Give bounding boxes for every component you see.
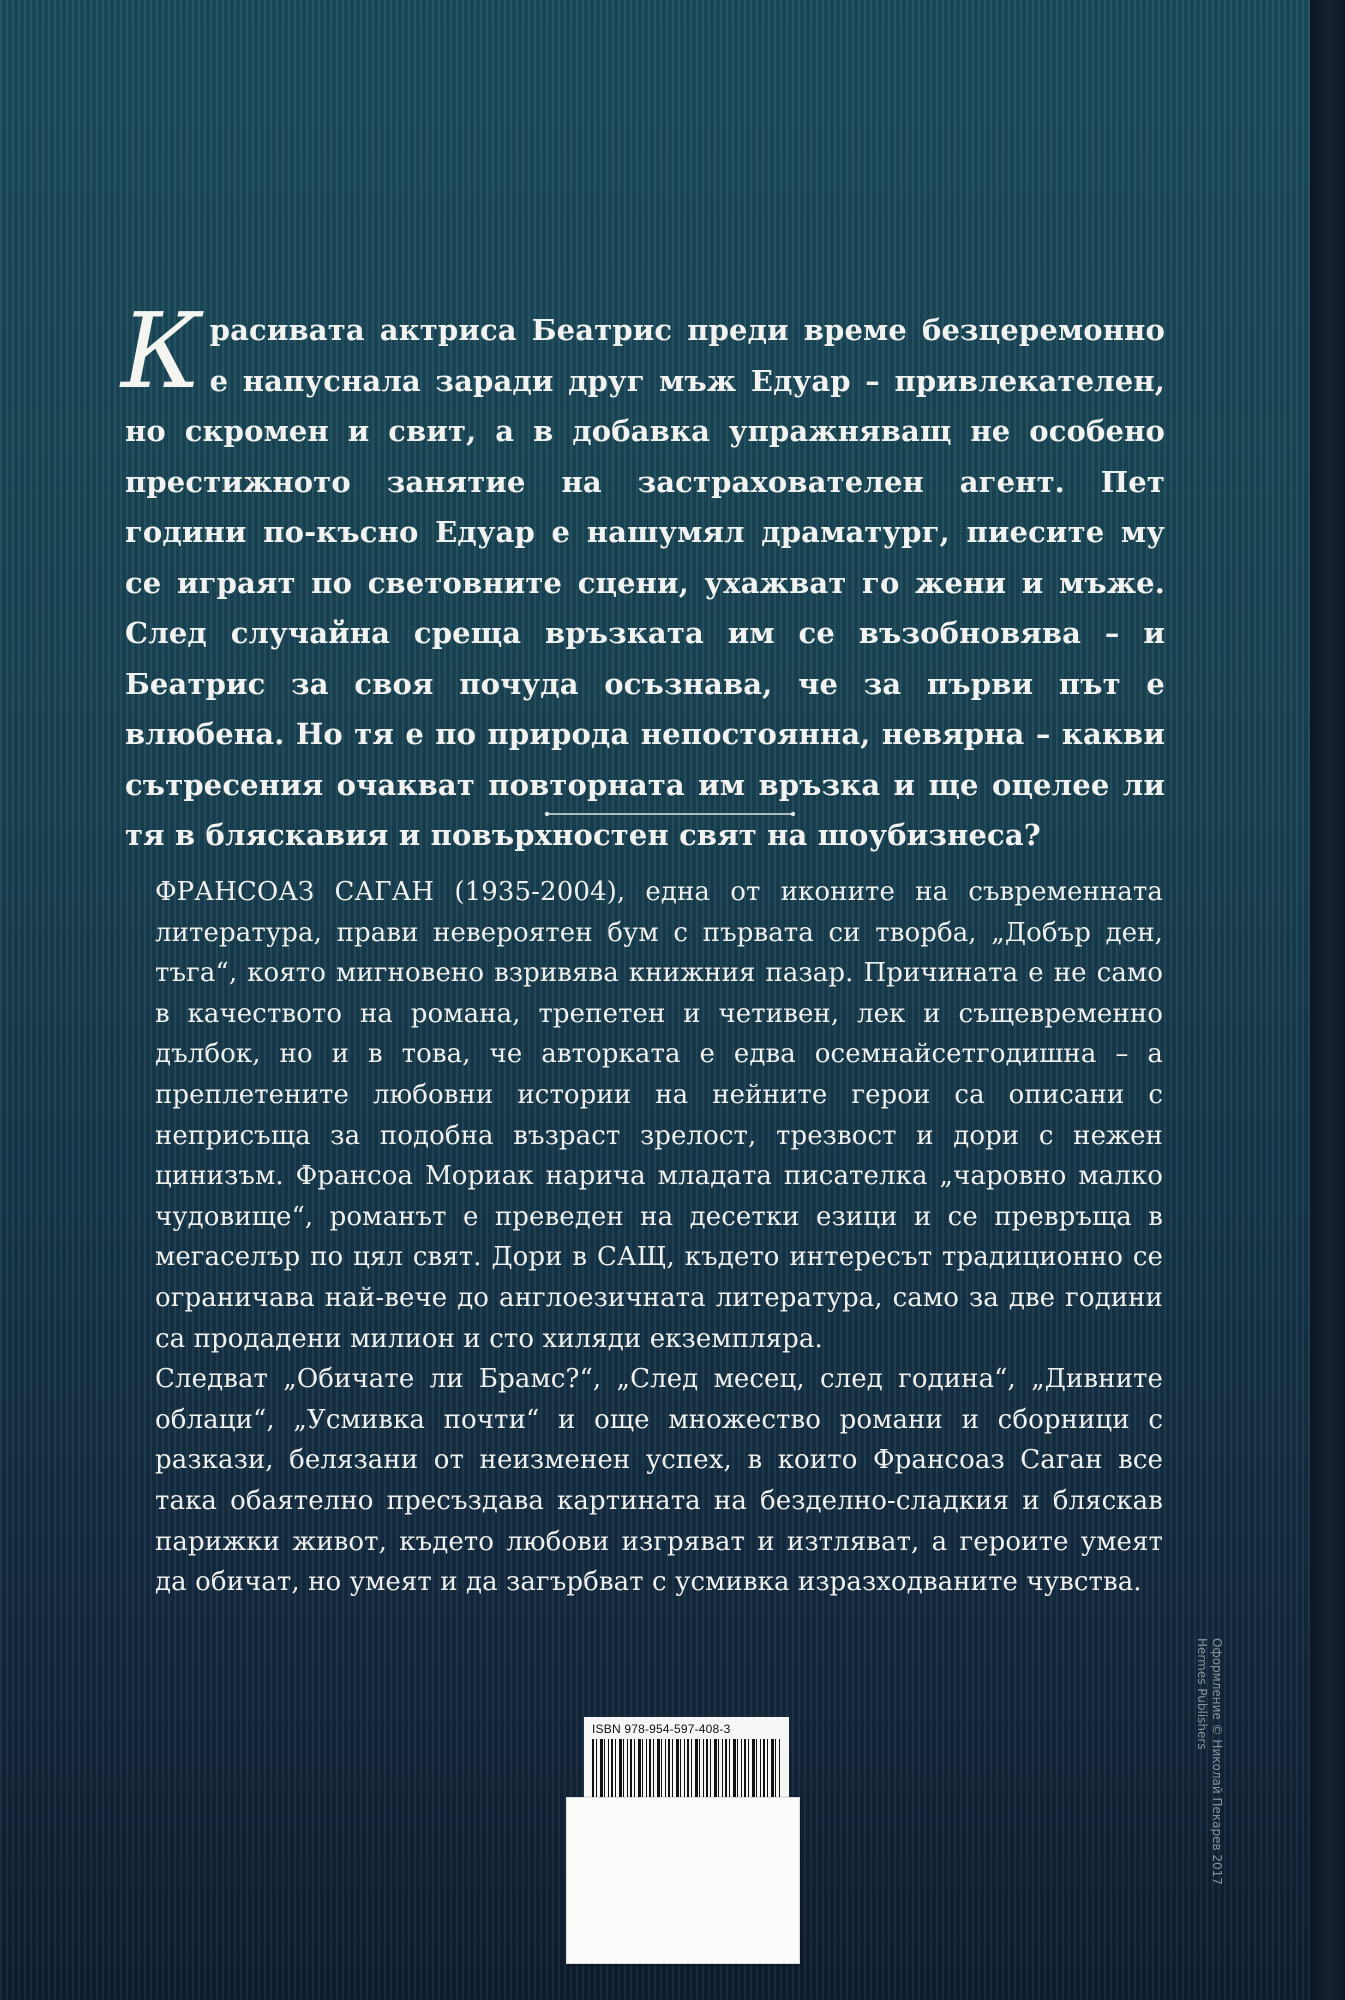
barcode (584, 1717, 789, 1807)
isbn-label: ISBN 978-954-597-408-3 (592, 1722, 731, 1736)
price-sticker (566, 1797, 800, 1964)
bio-paragraph-2: Следват „Обичате ли Брамс?“, „След месец, след година“, „Дивните облаци“, „Усмивка почти“ и още множество романи и сборници с разкази, белязани от неизменен успех, в които Франсоаз Саган все така обаятелно пресъздава картината на безделно-сладкия и бляскав парижки живот, където любови изгряват и изтляват, а героите умеят да обичат, но умеят и да загърбват с усмивка изразходваните чувства. (155, 1364, 1163, 1598)
blurb-text: расивата актриса Беатрис преди време безцеремонно е напуснала заради друг мъж Едуар – привлекателен, но скромен и свит, а в добавка упражняващ не особено престижното занятие на застрахователен агент. Пет години по-късно Едуар е нашумял драматург, пиесите му се играят по световните сцени, ухажват го жени и мъже. След случайна среща връзката им се възобновява – и Беатрис за своя почуда осъзнава, че за първи път е влюбена. Но тя е по природа непостоянна, невярна – какви сътресения очакват повторната им връзка и ще оцелее ли тя в бляскавия и повърхностен свят на шоубизнеса? (125, 313, 1165, 852)
blurb-paragraph (121, 290, 1165, 861)
credit-line-1: Оформление © Николай Пекарев 2017 (1210, 1638, 1224, 1885)
author-bio (155, 872, 1163, 1603)
cover-edge (1310, 0, 1345, 2000)
bio-paragraph-1: ФРАНСОАЗ САГАН (1935-2004), една от иконите на съвременната литература, прави невероятен бум с първата си творба, „Добър ден, тъга“, която мигновено взривява книжния пазар. Причината е не само в качеството на романа, трепетен и четивен, лек и същевременно дълбок, но и в това, че авторката е едва осемнайсетгодишна – а преплетените любовни истории на нейните герои са описани с неприсъща за подобна възраст зрелост, трезвост и дори с нежен цинизъм. Франсоа Мориак нарича младата писателка „чаровно малко чудовище“, романът е преведен на десетки езици и се превръща в мегаселър по цял свят. Дори в САЩ, където интересът традиционно се ограничава най-вече до англоезичната литература, само за две години са продадени милион и сто хиляди екземпляра. (155, 877, 1163, 1354)
design-credit (1194, 1638, 1224, 1888)
drop-cap: К (121, 290, 202, 412)
ornament-divider (545, 807, 795, 821)
credit-line-2: Hermes Publishers (1195, 1638, 1209, 1750)
barcode-bars (592, 1739, 782, 1801)
